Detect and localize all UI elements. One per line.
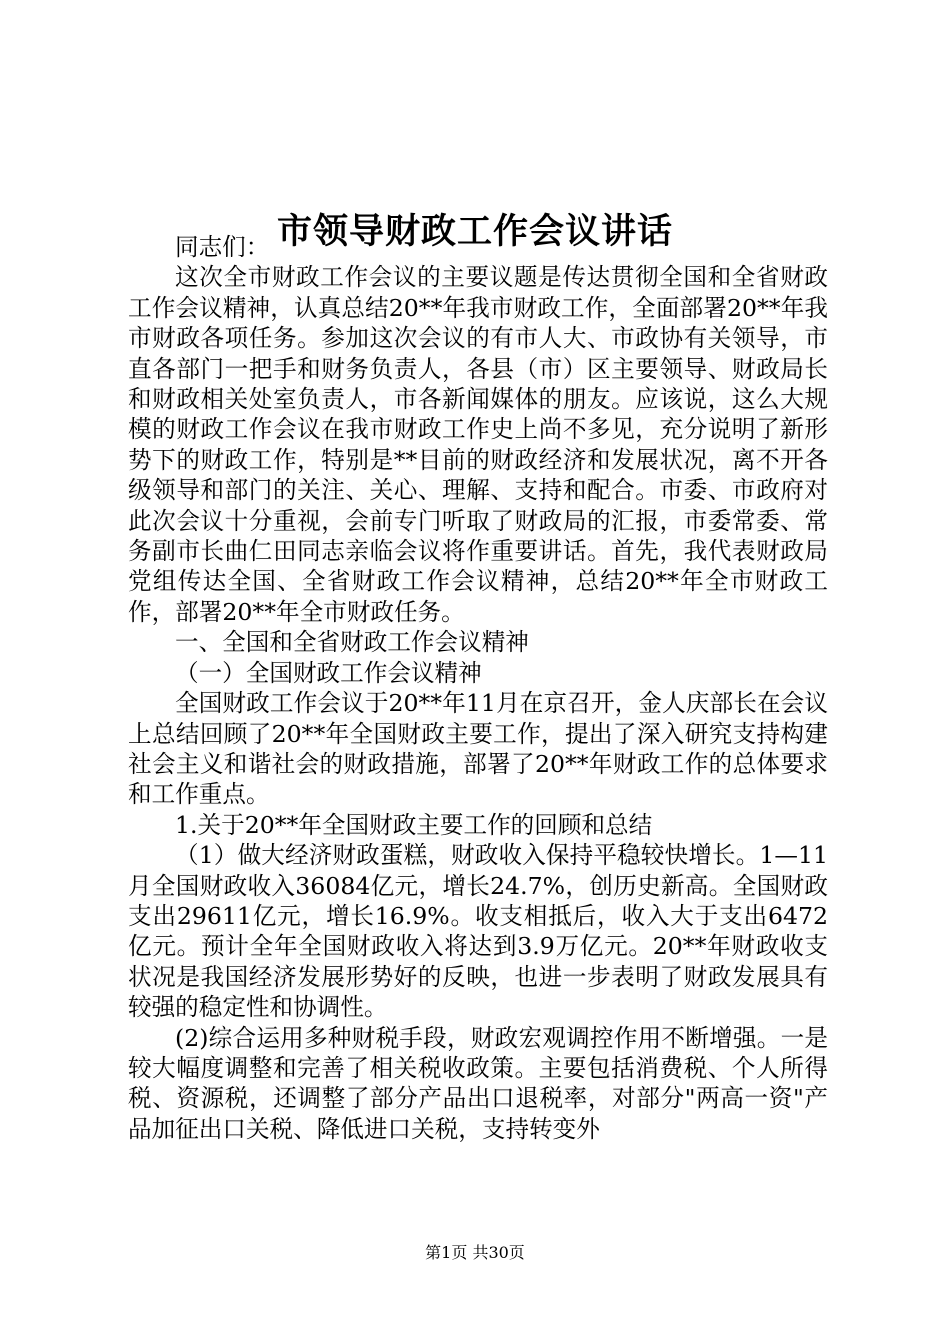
salutation-paragraph: 同志们： [175,233,270,261]
item-heading: 1.关于20**年全国财政主要工作的回顾和总结 [175,810,653,839]
body-paragraph: （1）做大经济财政蛋糕，财政收入保持平稳较快增长。1—11月全国财政收入36084亿元，增长24.7%，创历史新高。全国财政支出29611亿元，增长16.9%。收支相抵后，收入大于支出6472亿元。预计全年全国财政收入将达到3.9万亿元。20**年财政收支状况是我国经济发展形势好的反映，也进一步表明了财政发展具有较强的稳定性和协调性。 [128,841,828,1022]
subsection-heading: （一）全国财政工作会议精神 [175,658,482,687]
page-number-footer: 第1页 共30页 [425,1243,525,1262]
body-paragraph: 全国财政工作会议于20**年11月在京召开，金人庆部长在会议上总结回顾了20**年全国财政主要工作，提出了深入研究支持构建社会主义和谐社会的财政措施，部署了20**年财政工作的总体要求和工作重点。 [128,689,828,809]
document-body [128,232,828,1144]
document-title: 市领导财政工作会议讲话 [276,211,673,253]
body-paragraph: (2)综合运用多种财税手段，财政宏观调控作用不断增强。一是较大幅度调整和完善了相关税收政策。主要包括消费税、个人所得税、资源税，还调整了部分产品出口退税率，对部分"两高一资"产品加征出口关税、降低进口关税，支持转变外 [128,1023,828,1143]
section-heading: 一、全国和全省财政工作会议精神 [175,628,529,657]
intro-paragraph: 这次全市财政工作会议的主要议题是传达贯彻全国和全省财政工作会议精神，认真总结20**年我市财政工作，全面部署20**年我市财政各项任务。参加这次会议的有市人大、市政协有关领导，市直各部门一把手和财务负责人，各县（市）区主要领导、财政局长和财政相关处室负责人，市各新闻媒体的朋友。应该说，这么大规模的财政工作会议在我市财政工作史上尚不多见，充分说明了新形势下的财政工作，特别是**目前的财政经济和发展状况，离不开各级领导和部门的关注、关心、理解、支持和配合。市委、市政府对此次会议十分重视，会前专门听取了财政局的汇报，市委常委、常务副市长曲仁田同志亲临会议将作重要讲话。首先，我代表财政局党组传达全国、全省财政工作会议精神，总结20**年全市财政工作，部署20**年全市财政任务。 [128,263,828,626]
